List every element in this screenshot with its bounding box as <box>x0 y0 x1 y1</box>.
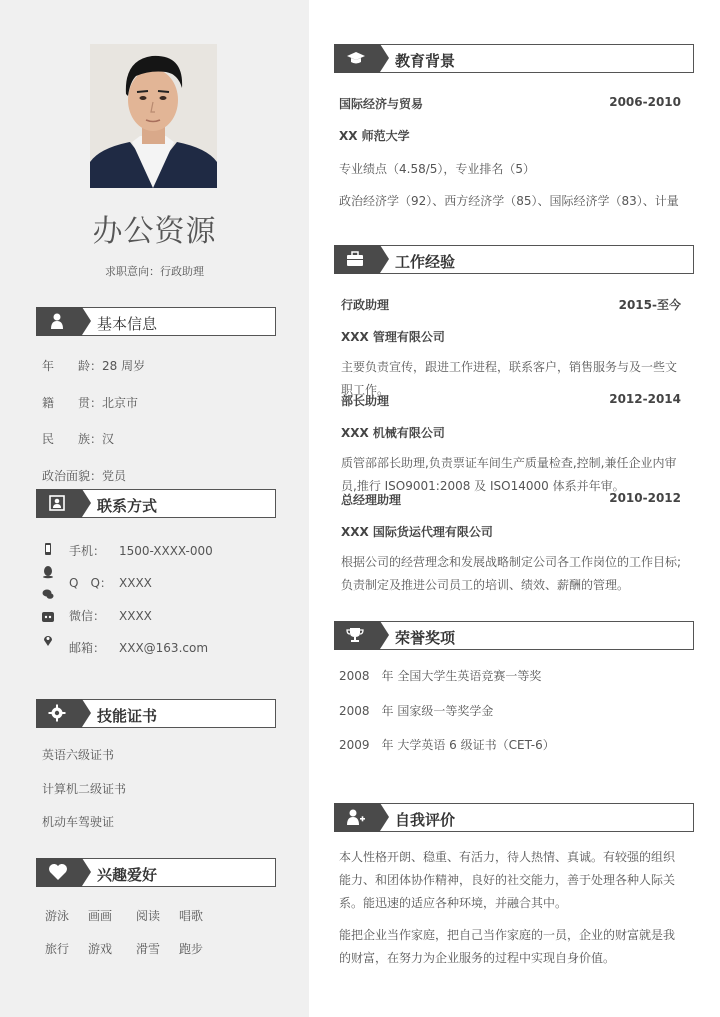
info-row-age: 年 龄：28 周岁 <box>42 359 146 373</box>
education-school: XX 师范大学 <box>339 129 410 143</box>
honor-item: 2008 年 国家级一等奖学金 <box>339 704 494 718</box>
job-period: 2010-2012 <box>609 491 681 505</box>
self-eval-paragraph: 本人性格开朗、稳重、有活力，待人热情、真诚。有较强的组织能力、和团体协作精神，良好的社交能力，善于处理各种人际关系。能迅速的适应各种环境，并融合其中。 <box>339 850 676 910</box>
hobby-item: 游戏 <box>88 942 113 956</box>
job-description: 主要负责宣传，跟进工作进程，联系客户，销售服务与及一些文职工作。 <box>341 360 678 397</box>
contact-header <box>36 489 276 518</box>
job-description: 根据公司的经营理念和发展战略制定公司各工作岗位的工作目标;负责制定及推进公司员工的培训、绩效、薪酬的管理。 <box>341 555 682 592</box>
user-icon <box>48 312 66 330</box>
job-position: 部长助理 <box>341 394 390 408</box>
hobby-item: 滑雪 <box>136 942 161 956</box>
phone-icon <box>42 543 54 555</box>
trophy-icon <box>346 626 364 644</box>
hobby-item: 唱歌 <box>179 909 204 923</box>
gear-icon <box>48 704 66 722</box>
contact-row-email: 邮箱： XXX@163.com <box>69 641 209 655</box>
candidate-name: 办公资源 <box>92 214 217 249</box>
hobby-item: 跑步 <box>179 942 204 956</box>
job-company: XXX 机械有限公司 <box>341 426 445 440</box>
contact-row-phone: 手机： 1500-XXXX-000 <box>69 544 213 558</box>
hobby-item: 画画 <box>88 909 113 923</box>
education-courses: 政治经济学（92）、西方经济学（85）、国际经济学（83）、计量 <box>339 194 679 208</box>
education-major: 国际经济与贸易 <box>339 97 424 111</box>
user-plus-icon <box>346 808 366 826</box>
contact-row-wechat: 微信： XXXX <box>69 609 152 623</box>
hobbies-title: 兴趣爱好 <box>97 866 158 884</box>
contact-title: 联系方式 <box>97 497 158 515</box>
skill-item: 英语六级证书 <box>42 748 115 762</box>
education-gpa: 专业绩点（4.58/5），专业排名（5） <box>339 162 536 176</box>
job-company: XXX 国际货运代理有限公司 <box>341 525 493 539</box>
hobby-item: 阅读 <box>136 909 161 923</box>
graduation-cap-icon <box>346 49 366 67</box>
profile-photo <box>90 44 217 188</box>
self-eval-header <box>334 803 694 832</box>
honor-item: 2008 年 全国大学生英语竞赛一等奖 <box>339 669 542 683</box>
job-period: 2015-至今 <box>618 298 681 312</box>
basic-info-title: 基本信息 <box>97 315 158 333</box>
hobby-item: 游泳 <box>45 909 70 923</box>
honors-header <box>334 621 694 650</box>
skills-header <box>36 699 276 728</box>
education-title: 教育背景 <box>395 52 456 70</box>
briefcase-icon <box>346 250 364 268</box>
job-period: 2012-2014 <box>609 392 681 406</box>
self-eval-paragraph: 能把企业当作家庭，把自己当作家庭的一员，企业的财富就是我的财富，在努力为企业服务的过程中实现自身价值。 <box>339 928 676 965</box>
hobby-item: 旅行 <box>45 942 70 956</box>
honors-title: 荣誉奖项 <box>395 629 456 647</box>
contact-row-qq: Q Q： XXXX <box>69 576 152 590</box>
qq-icon <box>42 566 54 578</box>
contact-card-icon <box>48 494 66 512</box>
work-title: 工作经验 <box>395 253 456 271</box>
education-header <box>334 44 694 73</box>
self-eval-title: 自我评价 <box>395 811 456 829</box>
job-position: 总经理助理 <box>341 493 402 507</box>
location-pin-icon <box>42 634 54 646</box>
job-intent: 求职意向：行政助理 <box>105 265 204 278</box>
job-company: XXX 管理有限公司 <box>341 330 445 344</box>
info-row-ethnicity: 民 族：汉 <box>42 432 115 446</box>
heart-icon <box>48 863 68 881</box>
job-position: 行政助理 <box>341 298 390 312</box>
info-row-origin: 籍 贯：北京市 <box>42 396 139 410</box>
skill-item: 机动车驾驶证 <box>42 815 115 829</box>
wechat-icon <box>42 611 54 623</box>
job-description: 质管部部长助理,负责票证车间生产质量检查,控制,兼任企业内审员,推行 ISO9001:2008 及 ISO14000 体系并年审。 <box>341 456 677 493</box>
skills-title: 技能证书 <box>97 707 158 725</box>
education-period: 2006-2010 <box>609 95 681 109</box>
hobbies-header <box>36 858 276 887</box>
skill-item: 计算机二级证书 <box>42 782 127 796</box>
wechat-small-icon <box>42 588 54 600</box>
work-header <box>334 245 694 274</box>
info-row-political: 政治面貌：党员 <box>42 469 127 483</box>
honor-item: 2009 年 大学英语 6 级证书（CET-6） <box>339 738 555 752</box>
basic-info-header <box>36 307 276 336</box>
